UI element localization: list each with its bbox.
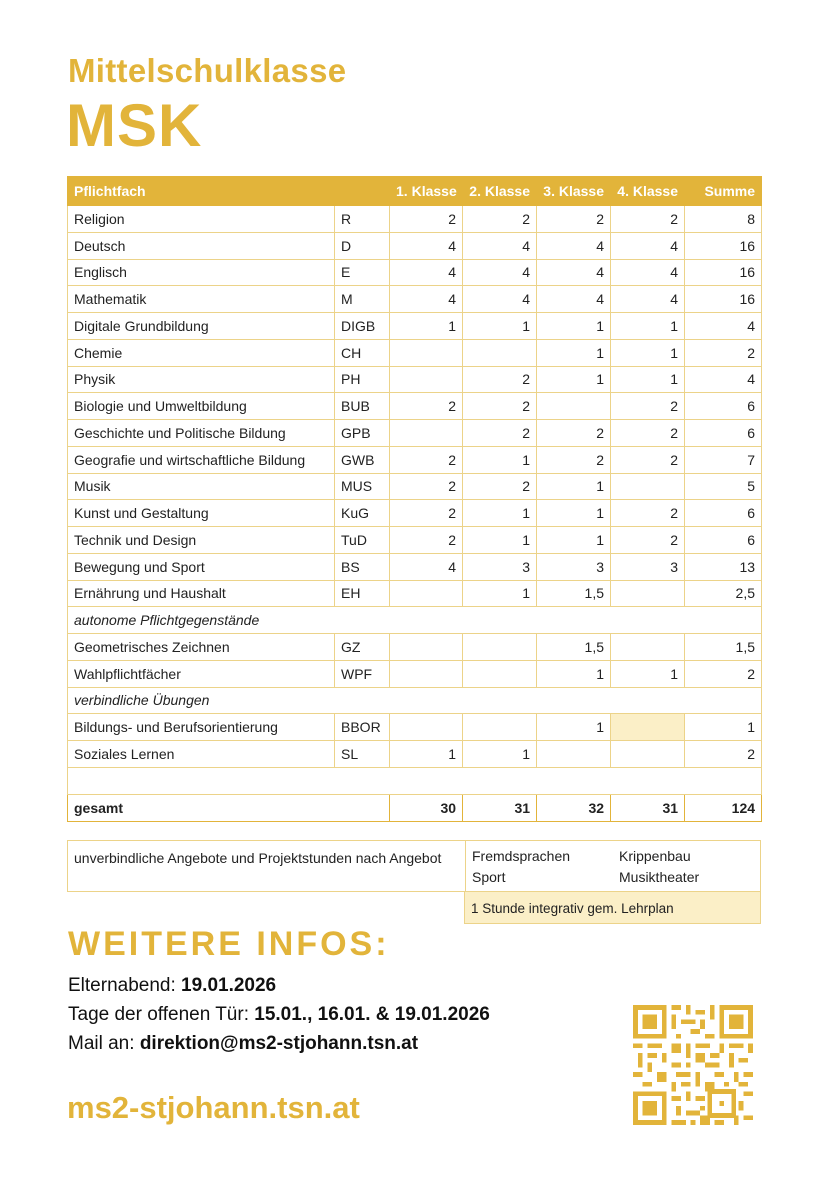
- hours-cell: 1: [537, 339, 611, 366]
- hours-cell: 4: [390, 286, 463, 313]
- section-label: verbindliche Übungen: [68, 687, 762, 714]
- subject-abbr: DIGB: [335, 313, 390, 340]
- mail-label: Mail an:: [68, 1033, 140, 1054]
- subject-abbr: R: [335, 206, 390, 233]
- sum-cell: 16: [685, 232, 762, 259]
- table-row: [68, 714, 762, 741]
- title-line1: Mittelschulklasse: [68, 52, 347, 89]
- integrativ-note: 1 Stunde integrativ gem. Lehrplan: [464, 891, 761, 924]
- sum-cell: 1,5: [685, 634, 762, 661]
- hours-cell: 1: [390, 313, 463, 340]
- open-day-value: 15.01., 16.01. & 19.01.2026: [254, 1004, 490, 1025]
- offer-item: Sport: [472, 869, 506, 885]
- sum-cell: 4: [685, 313, 762, 340]
- elternabend-line: [68, 975, 276, 997]
- hours-cell: 1: [537, 473, 611, 500]
- hours-cell: 2: [611, 500, 685, 527]
- hours-cell: 1: [611, 313, 685, 340]
- header-klasse-3: 3. Klasse: [537, 177, 611, 206]
- hours-cell: 1: [463, 527, 537, 554]
- section-row: [68, 607, 762, 634]
- elternabend-label: Elternabend:: [68, 975, 182, 996]
- hours-cell: 2: [537, 420, 611, 447]
- subject-name: Physik: [68, 366, 335, 393]
- hours-cell: 2: [463, 420, 537, 447]
- subject-abbr: D: [335, 232, 390, 259]
- hours-cell: 2: [390, 500, 463, 527]
- subject-abbr: M: [335, 286, 390, 313]
- header-summe: Summe: [685, 177, 762, 206]
- hours-cell: 2: [611, 527, 685, 554]
- hours-cell: 2: [611, 393, 685, 420]
- hours-cell: 2: [390, 206, 463, 233]
- sum-cell: 6: [685, 420, 762, 447]
- subject-name: Englisch: [68, 259, 335, 286]
- table-row: [68, 553, 762, 580]
- subject-abbr: GWB: [335, 446, 390, 473]
- hours-cell: 4: [463, 286, 537, 313]
- table-row: [68, 286, 762, 313]
- table-row: [68, 232, 762, 259]
- title-line2: MSK: [66, 92, 203, 159]
- subject-abbr: MUS: [335, 473, 390, 500]
- sum-cell: 2,5: [685, 580, 762, 607]
- table-row: [68, 741, 762, 768]
- subject-abbr: EH: [335, 580, 390, 607]
- subject-name: Mathematik: [68, 286, 335, 313]
- subject-name: Chemie: [68, 339, 335, 366]
- total-label: gesamt: [68, 794, 390, 821]
- hours-cell: 1: [611, 339, 685, 366]
- hours-cell: 1: [537, 313, 611, 340]
- hours-cell: 1: [463, 741, 537, 768]
- qr-code-icon: [633, 1005, 753, 1125]
- subject-abbr: WPF: [335, 660, 390, 687]
- table-row: [68, 259, 762, 286]
- hours-cell: [611, 714, 685, 741]
- optional-offers-text: unverbindliche Angebote und Projektstunden nach Angebot: [74, 850, 442, 866]
- hours-cell: 1: [537, 714, 611, 741]
- total-hours-cell: 31: [611, 794, 685, 821]
- table-row: [68, 313, 762, 340]
- hours-cell: 2: [611, 420, 685, 447]
- hours-cell: 2: [390, 393, 463, 420]
- hours-cell: [390, 580, 463, 607]
- hours-cell: 2: [463, 473, 537, 500]
- hours-cell: [390, 339, 463, 366]
- hours-cell: 1: [390, 741, 463, 768]
- offer-item: Krippenbau: [619, 848, 691, 864]
- table-row: [68, 446, 762, 473]
- subject-name: Deutsch: [68, 232, 335, 259]
- subject-name: Geschichte und Politische Bildung: [68, 420, 335, 447]
- optional-offers-box: [67, 840, 761, 892]
- subject-name: Geometrisches Zeichnen: [68, 634, 335, 661]
- hours-cell: 1: [611, 660, 685, 687]
- hours-cell: 4: [611, 232, 685, 259]
- table-row: [68, 500, 762, 527]
- hours-cell: 4: [537, 232, 611, 259]
- subject-name: Geografie und wirtschaftliche Bildung: [68, 446, 335, 473]
- hours-cell: 2: [463, 366, 537, 393]
- hours-cell: [463, 714, 537, 741]
- hours-cell: 2: [463, 206, 537, 233]
- sum-cell: 4: [685, 366, 762, 393]
- hours-cell: [611, 580, 685, 607]
- offer-item: Musiktheater: [619, 869, 700, 885]
- hours-cell: 1,5: [537, 580, 611, 607]
- sum-cell: 6: [685, 500, 762, 527]
- mail-line: [68, 1033, 418, 1055]
- total-hours-cell: 32: [537, 794, 611, 821]
- hours-cell: [611, 473, 685, 500]
- hours-cell: 4: [611, 259, 685, 286]
- subject-name: Kunst und Gestaltung: [68, 500, 335, 527]
- table-row: [68, 393, 762, 420]
- subject-name: Biologie und Umweltbildung: [68, 393, 335, 420]
- subject-abbr: PH: [335, 366, 390, 393]
- hours-cell: 2: [611, 446, 685, 473]
- hours-cell: 2: [390, 473, 463, 500]
- hours-cell: [463, 339, 537, 366]
- subject-abbr: GPB: [335, 420, 390, 447]
- hours-cell: 1: [463, 500, 537, 527]
- total-sum-cell: 124: [685, 794, 762, 821]
- hours-cell: [537, 741, 611, 768]
- sum-cell: 2: [685, 741, 762, 768]
- sum-cell: 6: [685, 393, 762, 420]
- spacer-row: [68, 767, 762, 794]
- hours-cell: 4: [463, 232, 537, 259]
- hours-cell: 1: [537, 500, 611, 527]
- subject-abbr: GZ: [335, 634, 390, 661]
- sum-cell: 2: [685, 660, 762, 687]
- subject-name: Ernährung und Haushalt: [68, 580, 335, 607]
- total-hours-cell: 30: [390, 794, 463, 821]
- offer-item: Fremdsprachen: [472, 848, 571, 864]
- table-row: [68, 473, 762, 500]
- subject-name: Religion: [68, 206, 335, 233]
- hours-cell: 4: [611, 286, 685, 313]
- hours-cell: 2: [537, 446, 611, 473]
- header-klasse-4: 4. Klasse: [611, 177, 685, 206]
- hours-cell: [390, 660, 463, 687]
- sum-cell: 8: [685, 206, 762, 233]
- mail-link[interactable]: direktion@ms2-stjohann.tsn.at: [139, 1033, 419, 1054]
- table-row: [68, 366, 762, 393]
- sum-cell: 7: [685, 446, 762, 473]
- hours-cell: 4: [463, 259, 537, 286]
- offers-column-1: [472, 846, 570, 888]
- hours-cell: [390, 420, 463, 447]
- hours-cell: 3: [611, 553, 685, 580]
- hours-cell: [611, 634, 685, 661]
- hours-cell: 4: [537, 286, 611, 313]
- subject-name: Soziales Lernen: [68, 741, 335, 768]
- hours-cell: 4: [537, 259, 611, 286]
- subject-name: Technik und Design: [68, 527, 335, 554]
- sum-cell: 13: [685, 553, 762, 580]
- hours-cell: [463, 660, 537, 687]
- hours-cell: 2: [390, 527, 463, 554]
- table-row: [68, 420, 762, 447]
- hours-cell: 3: [537, 553, 611, 580]
- subject-name: Wahlpflichtfächer: [68, 660, 335, 687]
- offers-divider: [465, 841, 466, 891]
- hours-cell: 1: [611, 366, 685, 393]
- table-row: [68, 527, 762, 554]
- hours-cell: 4: [390, 553, 463, 580]
- subject-name: Bewegung und Sport: [68, 553, 335, 580]
- open-day-line: [68, 1004, 490, 1026]
- sum-cell: 6: [685, 527, 762, 554]
- total-hours-cell: 31: [463, 794, 537, 821]
- subject-abbr: KuG: [335, 500, 390, 527]
- elternabend-value: 19.01.2026: [181, 975, 277, 996]
- hours-cell: 1: [537, 366, 611, 393]
- hours-cell: 2: [537, 206, 611, 233]
- subject-name: Digitale Grundbildung: [68, 313, 335, 340]
- hours-cell: 4: [390, 259, 463, 286]
- website-link[interactable]: ms2-stjohann.tsn.at: [67, 1090, 360, 1125]
- subject-name: Musik: [68, 473, 335, 500]
- hours-cell: 1: [537, 527, 611, 554]
- table-row: [68, 634, 762, 661]
- subject-abbr: SL: [335, 741, 390, 768]
- subject-name: Bildungs- und Berufsorientierung: [68, 714, 335, 741]
- hours-cell: [390, 714, 463, 741]
- sum-cell: 5: [685, 473, 762, 500]
- hours-cell: 1: [463, 580, 537, 607]
- sum-cell: 16: [685, 286, 762, 313]
- table-row: [68, 339, 762, 366]
- header-klasse-1: 1. Klasse: [390, 177, 463, 206]
- header-pflichtfach: Pflichtfach: [68, 177, 390, 206]
- subject-abbr: BBOR: [335, 714, 390, 741]
- header-klasse-2: 2. Klasse: [463, 177, 537, 206]
- table-header-row: [68, 177, 762, 206]
- open-day-label: Tage der offenen Tür:: [68, 1004, 255, 1025]
- subject-abbr: BS: [335, 553, 390, 580]
- section-row: [68, 687, 762, 714]
- offers-column-2: [619, 846, 699, 888]
- hours-cell: 2: [611, 206, 685, 233]
- hours-cell: [390, 366, 463, 393]
- hours-cell: 1,5: [537, 634, 611, 661]
- infos-heading: WEITERE INFOS:: [68, 925, 390, 963]
- hours-cell: [611, 741, 685, 768]
- hours-cell: 1: [463, 313, 537, 340]
- hours-cell: 3: [463, 553, 537, 580]
- sum-cell: 16: [685, 259, 762, 286]
- curriculum-table: [67, 176, 762, 822]
- subject-abbr: TuD: [335, 527, 390, 554]
- hours-cell: 1: [537, 660, 611, 687]
- table-row: [68, 206, 762, 233]
- hours-cell: 2: [390, 446, 463, 473]
- table-row: [68, 660, 762, 687]
- sum-cell: 2: [685, 339, 762, 366]
- table-row: [68, 580, 762, 607]
- hours-cell: 1: [463, 446, 537, 473]
- hours-cell: [390, 634, 463, 661]
- hours-cell: [463, 634, 537, 661]
- subject-abbr: BUB: [335, 393, 390, 420]
- subject-abbr: CH: [335, 339, 390, 366]
- subject-abbr: E: [335, 259, 390, 286]
- hours-cell: 4: [390, 232, 463, 259]
- sum-cell: 1: [685, 714, 762, 741]
- hours-cell: [537, 393, 611, 420]
- section-label: autonome Pflichtgegenstände: [68, 607, 762, 634]
- total-row: [68, 794, 762, 821]
- hours-cell: 2: [463, 393, 537, 420]
- spacer-cell: [68, 767, 762, 794]
